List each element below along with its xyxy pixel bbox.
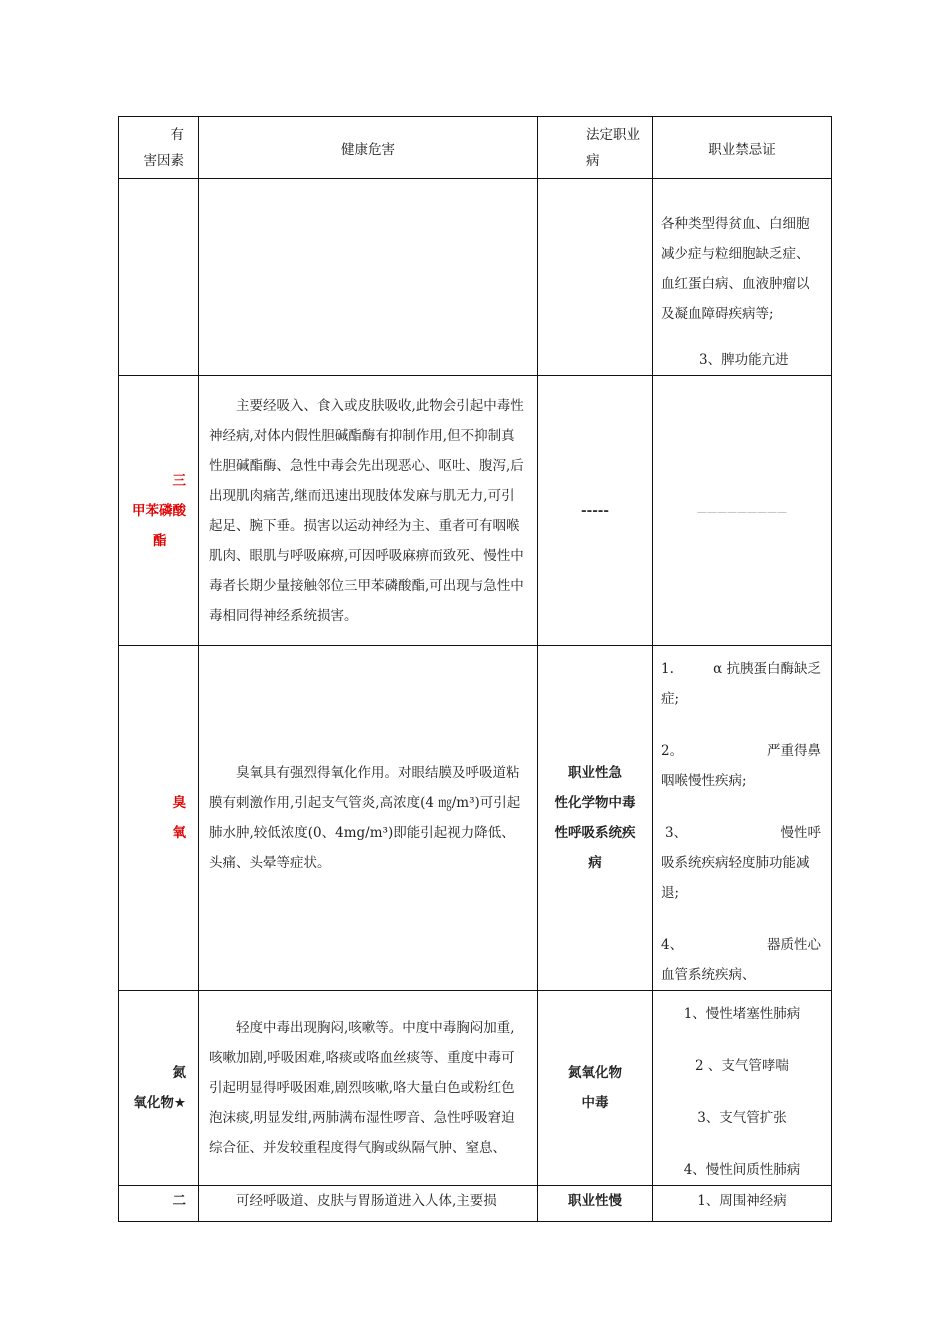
nox-contraindication-cell	[653, 991, 832, 1186]
ozone-contraindication-cell	[653, 646, 832, 991]
tcp-disease-dash: -----	[580, 502, 609, 519]
tcp-hazard-cell	[199, 376, 538, 646]
ozone-contra-item-rest: 吸系统疾病轻度肺功能减退;	[661, 855, 810, 901]
tcp-factor-line: 三	[172, 472, 186, 489]
tcp-contraindication-cell	[653, 376, 832, 646]
ozone-disease-line: 性化学物中毒	[554, 795, 636, 811]
cont-contra-line: 减少症与粒细胞缺乏症、	[661, 246, 810, 262]
nox-disease-line: 中毒	[581, 1095, 609, 1111]
nox-contra-item: 4、慢性间质性肺病	[683, 1162, 801, 1178]
header-col1-line1: 有	[170, 126, 184, 143]
last-disease-cell	[538, 1186, 653, 1222]
ozone-disease-line: 职业性急	[568, 765, 622, 781]
cont-contraindication-cell	[653, 179, 832, 376]
last-factor: 二	[172, 1193, 186, 1209]
header-statutory-disease	[538, 117, 653, 179]
cont-factor-cell	[119, 179, 199, 376]
header-col2-label: 健康危害	[341, 141, 395, 158]
ozone-hazard-text: 臭氧具有强烈得氧化作用。对眼结膜及呼吸道粘膜有刺激作用,引起支气管炎,高浓度(4 ㎎/m³)可引起肺水肿,较低浓度(0、4mg/m³)即能引起视力降低、头痛、头晕等症状。	[209, 765, 521, 871]
tcp-factor-cell	[119, 376, 199, 646]
ozone-contra-item: 1. α 抗胰蛋白酶缺乏	[661, 661, 821, 677]
ozone-contra-item: 2。 严重得鼻	[661, 743, 821, 759]
ozone-disease-line: 病	[588, 855, 602, 871]
header-col3-line1: 法定职业	[586, 126, 640, 143]
ozone-contra-item: 3、 慢性呼	[665, 825, 821, 841]
header-contraindication	[653, 117, 832, 179]
header-hazard-factor	[119, 117, 199, 179]
nox-hazard-text: 轻度中毒出现胸闷,咳嗽等。中度中毒胸闷加重,咳嗽加剧,呼吸困难,咯痰或咯血丝痰等、重度中毒可引起明显得呼吸困难,剧烈咳嗽,咯大量白色或粉红色泡沫痰,明显发绀,两肺满布湿性啰音、急性呼吸窘迫综合征、并发较重程度得气胸或纵隔气肿、窒息、	[209, 1020, 515, 1156]
header-col3-line2: 病	[586, 152, 600, 169]
nox-disease-line: 氮氧化物	[568, 1065, 622, 1081]
table-row-continued	[119, 179, 832, 376]
last-disease: 职业性慢	[568, 1193, 622, 1209]
nox-factor-line: 氧化物★	[133, 1095, 186, 1111]
table-row-tricresyl-phosphate	[119, 376, 832, 646]
cont-disease-cell	[538, 179, 653, 376]
ozone-factor-cell	[119, 646, 199, 991]
cont-contra-line: 血红蛋白病、血液肿瘤以	[661, 276, 810, 292]
table-row-nitrogen-oxides	[119, 991, 832, 1186]
ozone-contra-item-rest: 咽喉慢性疾病;	[661, 773, 747, 789]
header-col4-label: 职业禁忌证	[708, 141, 776, 158]
occupational-hazard-table	[118, 116, 832, 1222]
last-contraindication-cell	[653, 1186, 832, 1222]
last-hazard-text: 可经呼吸道、皮肤与胃肠道进入人体,主要损	[236, 1193, 497, 1209]
ozone-disease-cell	[538, 646, 653, 991]
last-hazard-cell	[199, 1186, 538, 1222]
nox-contra-item: 2 、支气管哮喘	[695, 1058, 789, 1074]
ozone-contra-item-rest: 症;	[661, 691, 680, 707]
tcp-disease-cell	[538, 376, 653, 646]
header-health-hazard	[199, 117, 538, 179]
cont-contra-line: 各种类型得贫血、白细胞	[661, 216, 810, 232]
header-col1-line2: 害因素	[143, 152, 184, 169]
ozone-contra-item-rest: 血管系统疾病、	[661, 967, 756, 983]
cont-contra-line: 及凝血障碍疾病等;	[661, 306, 774, 322]
last-factor-cell	[119, 1186, 199, 1222]
nox-contra-item: 1、慢性堵塞性肺病	[683, 1006, 801, 1022]
nox-factor-cell	[119, 991, 199, 1186]
table-row-partial	[119, 1186, 832, 1222]
ozone-contra-item: 4、 器质性心	[661, 937, 821, 953]
nox-hazard-cell	[199, 991, 538, 1186]
nox-factor-line: 氮	[172, 1065, 186, 1081]
table-row-ozone	[119, 646, 832, 991]
last-contra: 1、周围神经病	[697, 1193, 787, 1209]
tcp-factor-line: 酯	[153, 532, 167, 549]
tcp-hazard-text: 主要经吸入、食入或皮肤吸收,此物会引起中毒性神经病,对体内假性胆碱酯酶有抑制作用,但不抑制真性胆碱酯酶、急性中毒会先出现恶心、呕吐、腹泻,后出现肌肉痛苦,继而迅速出现肢体发麻与肌无力,可引起足、腕下垂。损害以运动神经为主、重者可有咽喉肌肉、眼肌与呼吸麻痹,可因呼吸麻痹而致死、慢性中毒者长期少量接触邻位三甲苯磷酸酯,可出现与急性中毒相同得神经系统损害。	[209, 397, 524, 624]
cont-hazard-cell	[199, 179, 538, 376]
cont-contra-last: 3、脾功能亢进	[699, 352, 789, 368]
tcp-contra-dash: —————————	[697, 506, 787, 518]
nox-contra-item: 3、支气管扩张	[697, 1110, 787, 1126]
ozone-disease-line: 性呼吸系统疾	[554, 825, 636, 841]
ozone-factor-line: 臭	[172, 795, 186, 811]
tcp-factor-line: 甲苯磷酸	[132, 502, 186, 519]
nox-disease-cell	[538, 991, 653, 1186]
table-header-row	[119, 117, 832, 179]
ozone-hazard-cell	[199, 646, 538, 991]
ozone-factor-line: 氧	[172, 825, 186, 841]
